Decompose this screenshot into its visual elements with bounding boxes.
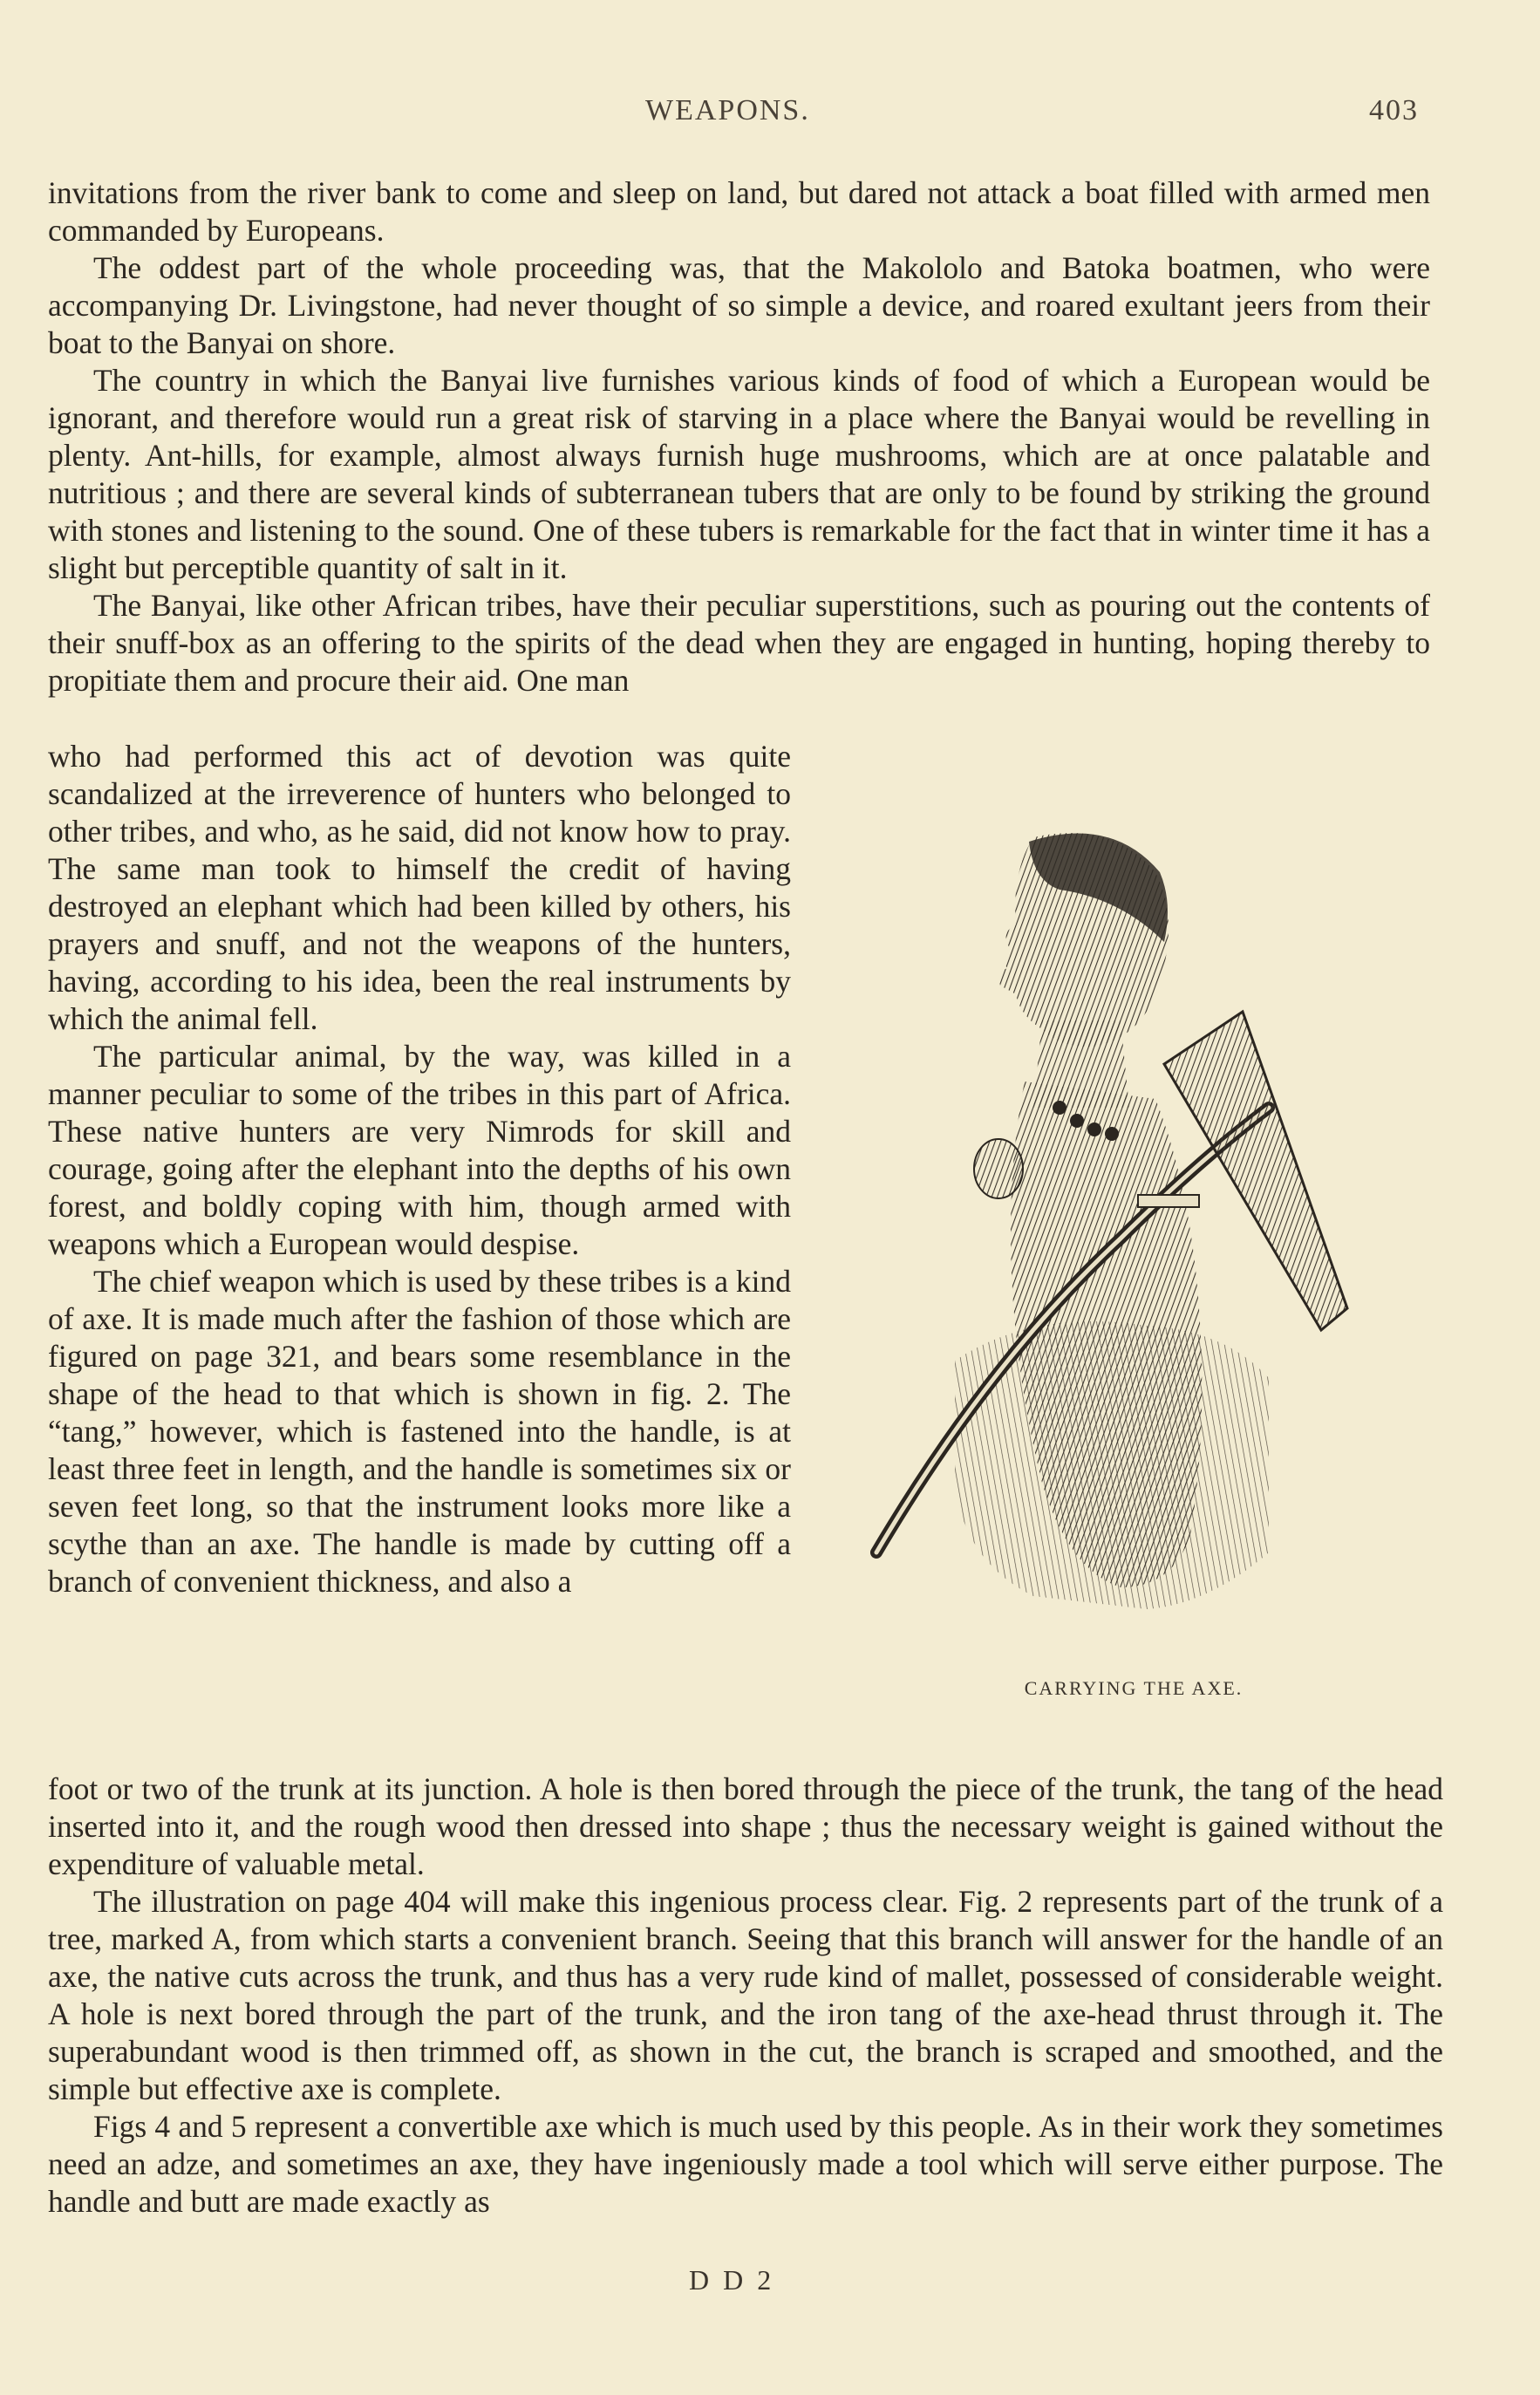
carrying-axe-engraving	[859, 820, 1426, 1675]
figure-caption: CARRYING THE AXE.	[1024, 1677, 1244, 1699]
signature-mark: D D 2	[689, 2264, 775, 2296]
paragraph: invitations from the river bank to come and sleep on land, but dared not attack a boat filled with armed men commanded by Europeans.	[48, 175, 1430, 248]
body-text-top	[48, 174, 1430, 699]
paragraph: The particular animal, by the way, was killed in a manner peculiar to some of the tribes in this part of Africa. These native hunters are very Nimrods for skill and courage, going after the elephant into the depths of his own forest, and boldly coping with him, though armed with weapons which a European would despise.	[48, 1039, 791, 1261]
paragraph: foot or two of the trunk at its junction. A hole is then bored through the piece of the trunk, the tang of the head inserted into it, and the rough wood then dressed into shape ; thus the necessary weight is gained without the expenditure of valuable metal.	[48, 1771, 1443, 1881]
paragraph: The country in which the Banyai live furnishes various kinds of food of which a European would be ignorant, and therefore would run a great risk of starving in a place where the Banyai would be revelling in plenty. Ant-hills, for example, almost always furnish huge mushrooms, which are at once palatable and nutritious ; and there are several kinds of subterranean tubers that are only to be found by striking the ground with stones and listening to the sound. One of these tubers is remarkable for the fact that in winter time it has a slight but perceptible quantity of salt in it.	[48, 363, 1430, 585]
paragraph: who had performed this act of devotion was quite scandalized at the irreverence of hunters who belonged to other tribes, and who, as he said, did not know how to pray. The same man took to himself the credit of having destroyed an elephant which had been killed by others, his prayers and snuff, and not the weapons of the hunters, having, according to his idea, been the real instruments by which the animal fell.	[48, 739, 791, 1036]
body-text-column	[48, 738, 791, 1600]
hanging-pouch	[974, 1139, 1023, 1198]
page-number: 403	[1369, 94, 1419, 126]
page-header	[0, 94, 1540, 138]
body-text-bottom	[48, 1771, 1443, 2221]
engraving-illustration	[859, 820, 1426, 1675]
paragraph: The oddest part of the whole proceeding was, that the Makololo and Batoka boatmen, who were accompanying Dr. Livingstone, had never thought of so simple a device, and roared exultant jeers from their boat to the Banyai on shore.	[48, 250, 1430, 360]
paragraph: Figs 4 and 5 represent a convertible axe which is much used by this people. As in their work they sometimes need an adze, and sometimes an axe, they have ingeniously made a tool which will serve either purpose. The handle and butt are made exactly as	[48, 2109, 1443, 2219]
arm-band	[1138, 1195, 1199, 1207]
paragraph: The illustration on page 404 will make this ingenious process clear. Fig. 2 represents part of the trunk of a tree, marked A, from which starts a convenient branch. Seeing that this branch will answer for the handle of an axe, the native cuts across the trunk, and thus has a very rude kind of mallet, possessed of considerable weight. A hole is next bored through the part of the trunk, and the iron tang of the axe-head thrust through it. The superabundant wood is then trimmed off, as shown in the cut, the branch is scraped and smoothed, and the simple but effective axe is complete.	[48, 1884, 1443, 2106]
paragraph: The chief weapon which is used by these tribes is a kind of axe. It is made much after the fashion of those which are figured on page 321, and bears some resemblance in the shape of the head to that which is shown in fig. 2. The “tang,” however, which is fastened into the handle, is at least three feet in length, and the handle is sometimes six or seven feet long, so that the instrument looks more like a scythe than an axe. The handle is made by cutting off a branch of convenient thickness, and also a	[48, 1264, 791, 1599]
running-head: WEAPONS.	[645, 94, 810, 126]
paragraph: The Banyai, like other African tribes, have their peculiar superstitions, such as pouring out the contents of their snuff-box as an offering to the spirits of the dead when they are engaged in hunting, hoping thereby to propitiate them and procure their aid. One man	[48, 588, 1430, 698]
